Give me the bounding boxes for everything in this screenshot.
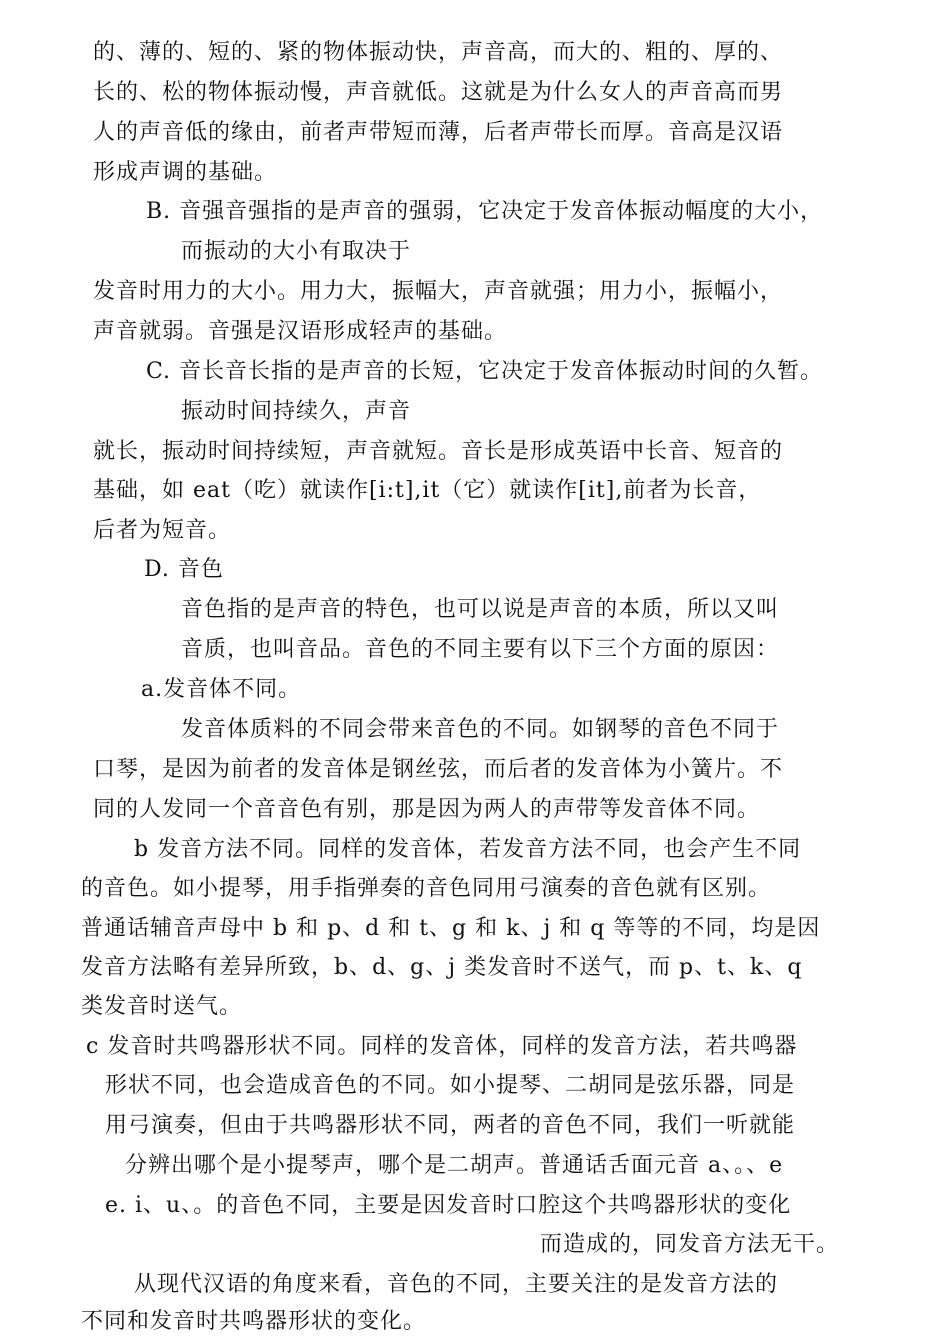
text-line: e. i、u、。的音色不同，主要是因发音时口腔这个共鸣器形状的变化 — [105, 1193, 792, 1218]
text-line: 用弓演奏，但由于共鸣器形状不同，两者的音色不同，我们一听就能 — [105, 1113, 796, 1138]
text-line: 形成声调的基础。 — [93, 160, 278, 185]
text-line: 口琴，是因为前者的发音体是钢丝弦，而后者的发音体为小簧片。不 — [93, 757, 784, 782]
text-line: 发音方法略有差异所致，b、d、g、j 类发音时不送气，而 p、t、k、q — [81, 955, 803, 980]
text-line: 的、薄的、短的、紧的物体振动快，声音高，而大的、粗的、厚的、 — [93, 40, 784, 65]
text-line: 而振动的大小有取决于 — [181, 239, 412, 264]
text-line: D. 音色 — [144, 557, 224, 582]
text-line: 音质，也叫音品。音色的不同主要有以下三个方面的原因： — [181, 637, 780, 662]
text-line: 音色指的是声音的特色，也可以说是声音的本质，所以又叫 — [181, 597, 780, 622]
text-line: 同的人发同一个音音色有别，那是因为两人的声带等发音体不同。 — [93, 797, 761, 822]
text-line: 的音色。如小提琴，用手指弹奏的音色同用弓演奏的音色就有区别。 — [81, 876, 772, 901]
text-line: B. 音强音强指的是声音的强弱，它决定于发音体振动幅度的大小， — [146, 199, 824, 224]
text-line: 类发音时送气。 — [81, 994, 243, 1019]
text-line: 就长，振动时间持续短，声音就短。音长是形成英语中长音、短音的 — [93, 439, 784, 464]
text-line: 振动时间持续久，声音 — [181, 399, 412, 424]
text-line: 发音体质料的不同会带来音色的不同。如钢琴的音色不同于 — [181, 717, 780, 742]
text-line: a.发音体不同。 — [141, 677, 302, 702]
text-line: 基础，如 eat（吃）就读作[i:t],it（它）就读作[it],前者为长音， — [93, 478, 762, 503]
text-line: 发音时用力的大小。用力大，振幅大，声音就强；用力小，振幅小， — [93, 279, 784, 304]
text-line: 后者为短音。 — [93, 518, 232, 543]
text-line: 分辨出哪个是小提琴声，哪个是二胡声。普通话舌面元音 a、。、e — [125, 1153, 784, 1178]
text-line: 长的、松的物体振动慢，声音就低。这就是为什么女人的声音高而男 — [93, 80, 784, 105]
text-line: 人的声音低的缘由，前者声带短而薄，后者声带长而厚。音高是汉语 — [93, 120, 784, 145]
text-line: C. 音长音长指的是声音的长短，它决定于发音体振动时间的久暂。 — [146, 359, 824, 384]
text-line: 形状不同，也会造成音色的不同。如小提琴、二胡同是弦乐器，同是 — [105, 1073, 796, 1098]
text-line: b 发音方法不同。同样的发音体，若发音方法不同，也会产生不同 — [134, 837, 802, 862]
text-line: c 发音时共鸣器形状不同。同样的发音体，同样的发音方法，若共鸣器 — [86, 1034, 798, 1059]
text-line: 普通话辅音声母中 b 和 p、d 和 t、g 和 k、j 和 q 等等的不同，均是因 — [81, 916, 821, 941]
text-line: 不同和发音时共鸣器形状的变化。 — [81, 1309, 427, 1334]
text-line: 而造成的，同发音方法无干。 — [540, 1232, 840, 1257]
text-line: 声音就弱。音强是汉语形成轻声的基础。 — [93, 319, 508, 344]
text-line: 从现代汉语的角度来看，音色的不同，主要关注的是发音方法的 — [134, 1272, 779, 1297]
